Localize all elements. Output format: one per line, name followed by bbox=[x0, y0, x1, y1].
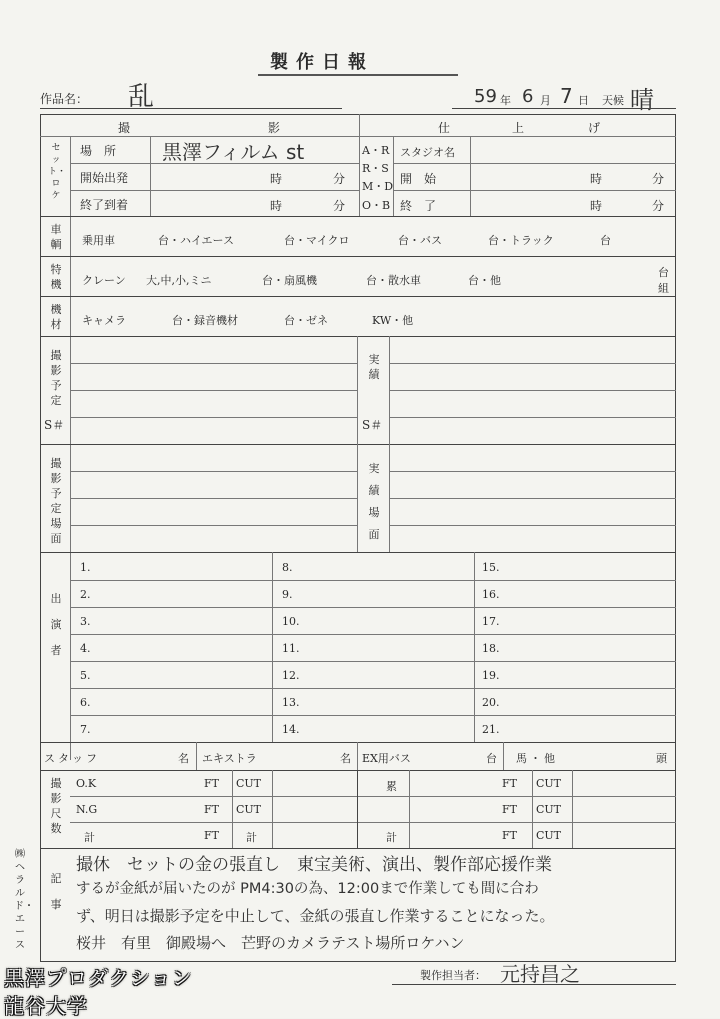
rule bbox=[393, 163, 676, 164]
cast-slot: 9. bbox=[282, 588, 293, 601]
cast-slot: 17. bbox=[482, 615, 500, 628]
equip-side-label: 機材 bbox=[50, 303, 62, 331]
footage-side-label: 撮影尺数 bbox=[50, 777, 62, 835]
rule bbox=[40, 848, 676, 849]
total-kei-unit: 計 bbox=[246, 831, 257, 844]
cast-slot: 20. bbox=[482, 696, 500, 709]
rule bbox=[196, 742, 197, 770]
vehicle-end: 台 bbox=[600, 234, 611, 247]
work-name-underline bbox=[40, 108, 342, 109]
date-month: 6 bbox=[522, 86, 534, 107]
cast-slot: 6. bbox=[80, 696, 91, 709]
producer-underline bbox=[392, 984, 676, 985]
cast-slot: 12. bbox=[282, 669, 300, 682]
plan-scene-right-label: 実績場面 bbox=[368, 462, 380, 541]
finish-end-label: 終 了 bbox=[400, 199, 437, 213]
rule bbox=[272, 770, 273, 848]
notes-line: 桜井 有里 御殿場へ 芒野のカメラテスト場所ロケハン bbox=[76, 934, 465, 952]
rule bbox=[389, 390, 676, 391]
header-ge: げ bbox=[588, 121, 601, 135]
ex-bus-label: EX用バス bbox=[362, 752, 411, 765]
rule bbox=[389, 525, 676, 526]
total-label: 計 bbox=[84, 831, 95, 844]
vehicles-side-label: 車輌 bbox=[50, 223, 62, 251]
producer-label: 製作担当者： bbox=[420, 969, 486, 982]
date-day: 7 bbox=[560, 84, 573, 108]
notes-line: するが金紙が届いたのが PM4:30の為、12:00まで作業しても間に合わ bbox=[76, 881, 539, 897]
equip-camera: キャメラ bbox=[82, 314, 126, 327]
rule bbox=[357, 742, 358, 770]
rule bbox=[389, 417, 676, 418]
extra-label: エキストラ bbox=[202, 752, 257, 765]
rule bbox=[232, 770, 233, 848]
header-shi: 仕 bbox=[438, 121, 451, 135]
cast-slot: 5. bbox=[80, 669, 91, 682]
work-name-label: 作品名： bbox=[40, 92, 89, 106]
code-rs: R・S bbox=[362, 162, 389, 175]
ng-cut-unit: CUT bbox=[236, 803, 262, 816]
rule bbox=[40, 770, 676, 771]
rule bbox=[357, 444, 358, 552]
rule bbox=[40, 256, 676, 257]
ng-ft-unit: FT bbox=[204, 803, 219, 816]
plan-s-right-sharp: S＃ bbox=[362, 418, 383, 432]
vehicle-hiace: 台・ハイエース bbox=[158, 234, 235, 247]
weather-label: 天候 bbox=[602, 94, 624, 107]
cast-slot: 14. bbox=[282, 723, 300, 736]
cast-slot: 11. bbox=[282, 642, 300, 655]
rule bbox=[503, 742, 504, 770]
cast-slot: 19. bbox=[482, 669, 500, 682]
equip-sound: 台・録音機材 bbox=[172, 314, 238, 327]
vehicle-bus: 台・バス bbox=[398, 234, 442, 247]
weather-value: 晴 bbox=[630, 86, 654, 114]
work-name-value: 乱 bbox=[128, 82, 155, 112]
special-water: 台・散水車 bbox=[366, 274, 421, 287]
rule bbox=[70, 822, 676, 823]
rule bbox=[470, 136, 471, 216]
rule bbox=[532, 770, 533, 848]
rule bbox=[70, 661, 676, 662]
cast-slot: 13. bbox=[282, 696, 300, 709]
cum-cut-unit: CUT bbox=[536, 777, 562, 790]
title-underline bbox=[258, 74, 458, 76]
rule bbox=[70, 634, 676, 635]
rule bbox=[389, 498, 676, 499]
rule bbox=[393, 190, 676, 191]
code-ar: A・R bbox=[362, 144, 390, 157]
ok-cut-unit: CUT bbox=[236, 777, 262, 790]
special-end-b: 組 bbox=[658, 282, 669, 295]
rule bbox=[357, 336, 358, 444]
start-label: 開始出発 bbox=[80, 171, 129, 185]
rule bbox=[40, 552, 676, 553]
header-satsu: 撮 bbox=[118, 121, 131, 135]
plan-s-right-label: 実績 bbox=[368, 353, 380, 381]
cum-ft-unit: FT bbox=[502, 829, 517, 842]
rule bbox=[40, 296, 676, 297]
cast-slot: 18. bbox=[482, 642, 500, 655]
rule bbox=[70, 190, 359, 191]
equip-gene: 台・ゼネ bbox=[284, 314, 328, 327]
watermark-line-1: 黒澤プロダクション bbox=[4, 966, 193, 990]
arrive-label: 終了到着 bbox=[80, 198, 129, 212]
day-unit: 日 bbox=[578, 94, 589, 107]
month-unit: 月 bbox=[540, 94, 551, 107]
rule bbox=[572, 770, 573, 848]
total-ft-unit: FT bbox=[204, 829, 219, 842]
special-crane: クレーン bbox=[82, 274, 126, 287]
finish-end-min-unit: 分 bbox=[652, 199, 665, 213]
cum-ft-unit: FT bbox=[502, 803, 517, 816]
cumulative-label: 累 bbox=[386, 780, 397, 793]
cast-side-label: 出演者 bbox=[50, 592, 62, 657]
rule bbox=[40, 742, 676, 743]
rule bbox=[40, 136, 676, 137]
place-value: 黒澤フィルム st bbox=[162, 140, 305, 164]
special-sizes: 大,中,小,ミニ bbox=[146, 274, 212, 287]
rule bbox=[70, 417, 357, 418]
finish-start-min-unit: 分 bbox=[652, 172, 665, 186]
vehicle-truck: 台・トラック bbox=[488, 234, 554, 247]
rule bbox=[359, 114, 360, 216]
rule bbox=[357, 770, 358, 848]
rule bbox=[409, 770, 410, 848]
special-other: 台・他 bbox=[468, 274, 501, 287]
notes-line: 撮休 セットの金の張直し 東宝美術、演出、製作部応援作業 bbox=[76, 855, 552, 875]
ok-ft-unit: FT bbox=[204, 777, 219, 790]
rule bbox=[70, 715, 676, 716]
rule bbox=[70, 688, 676, 689]
arrive-hour-unit: 時 bbox=[270, 199, 283, 213]
special-fan: 台・扇風機 bbox=[262, 274, 317, 287]
cast-slot: 15. bbox=[482, 561, 500, 574]
arrive-min-unit: 分 bbox=[333, 199, 346, 213]
ex-bus-unit: 台 bbox=[486, 752, 497, 765]
cast-slot: 8. bbox=[282, 561, 293, 574]
finish-start-hour-unit: 時 bbox=[590, 172, 603, 186]
start-min-unit: 分 bbox=[333, 172, 346, 186]
code-md: M・D bbox=[362, 180, 394, 193]
cast-slot: 10. bbox=[282, 615, 300, 628]
rule bbox=[70, 390, 357, 391]
cast-slot: 2. bbox=[80, 588, 91, 601]
rule bbox=[150, 136, 151, 216]
rule bbox=[70, 580, 676, 581]
rule bbox=[70, 607, 676, 608]
cumulative-total-label: 計 bbox=[386, 831, 397, 844]
equip-kw: KW・他 bbox=[372, 314, 414, 327]
finish-start-label: 開 始 bbox=[400, 172, 437, 186]
rule bbox=[70, 363, 357, 364]
cast-slot: 21. bbox=[482, 723, 500, 736]
extra-count-unit: 名 bbox=[340, 752, 351, 765]
rule bbox=[40, 216, 676, 217]
header-ei: 影 bbox=[268, 121, 281, 135]
report-form-frame bbox=[40, 114, 676, 962]
staff-label: スタッフ bbox=[44, 752, 100, 765]
watermark-line-2: 龍谷大学 bbox=[4, 994, 88, 1018]
code-ob: O・B bbox=[362, 199, 391, 212]
plan-s-left-sharp: S＃ bbox=[44, 418, 65, 432]
special-side-label: 特機 bbox=[50, 263, 62, 291]
special-end-a: 台 bbox=[658, 266, 669, 279]
rule bbox=[389, 471, 676, 472]
rule bbox=[40, 336, 676, 337]
horse-other-label: 馬・他 bbox=[516, 752, 558, 765]
rule bbox=[40, 444, 676, 445]
date-underline bbox=[452, 108, 676, 109]
rule bbox=[70, 136, 71, 760]
rule bbox=[70, 498, 357, 499]
ok-label: O.K bbox=[76, 777, 97, 790]
cast-slot: 7. bbox=[80, 723, 91, 736]
rule bbox=[70, 796, 676, 797]
page-title: 製作日報 bbox=[270, 52, 374, 73]
rule bbox=[70, 471, 357, 472]
horse-unit: 頭 bbox=[656, 752, 667, 765]
start-hour-unit: 時 bbox=[270, 172, 283, 186]
company-vertical-label: ㈱ヘラルド・エース bbox=[14, 849, 34, 951]
notes-side-label: 記事 bbox=[50, 872, 62, 911]
ng-label: N.G bbox=[76, 803, 98, 816]
cum-cut-unit: CUT bbox=[536, 829, 562, 842]
cum-ft-unit: FT bbox=[502, 777, 517, 790]
plan-s-left-label: 撮影予定 bbox=[50, 349, 62, 407]
plan-scene-left-label: 撮影予定場面 bbox=[50, 457, 62, 545]
vehicle-micro: 台・マイクロ bbox=[284, 234, 350, 247]
notes-line: ず、明日は撮影予定を中止して、金紙の張直し作業することになった。 bbox=[76, 907, 555, 925]
cast-slot: 1. bbox=[80, 561, 91, 574]
cast-slot: 16. bbox=[482, 588, 500, 601]
vehicle-car: 乗用車 bbox=[82, 234, 115, 247]
finish-end-hour-unit: 時 bbox=[590, 199, 603, 213]
rule bbox=[389, 363, 676, 364]
year-unit: 年 bbox=[500, 94, 511, 107]
cum-cut-unit: CUT bbox=[536, 803, 562, 816]
studio-label: スタジオ名 bbox=[400, 146, 455, 159]
set-loc-side-label: セット・ロケ bbox=[48, 143, 67, 201]
date-year: 59 bbox=[474, 86, 497, 107]
header-age: 上 bbox=[512, 121, 525, 135]
rule bbox=[393, 136, 394, 216]
rule bbox=[70, 525, 357, 526]
place-label: 場 所 bbox=[80, 144, 117, 158]
cast-slot: 4. bbox=[80, 642, 91, 655]
cast-slot: 3. bbox=[80, 615, 91, 628]
producer-signature: 元持昌之 bbox=[500, 962, 580, 986]
staff-count-unit: 名 bbox=[178, 752, 189, 765]
